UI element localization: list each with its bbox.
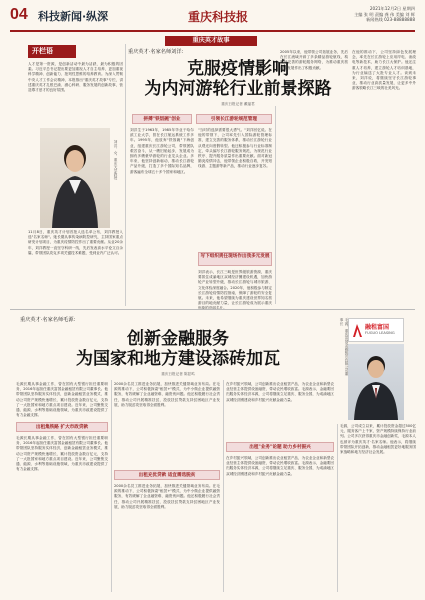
article1-title-line1: 克服疫情影响 <box>187 59 289 79</box>
portrait-photo <box>40 128 110 228</box>
portrait-photo <box>348 344 404 420</box>
feature-banner: 重庆英才故事 <box>165 36 257 46</box>
column-divider <box>111 380 112 592</box>
newspaper-name: 重庆科技报 <box>188 10 249 24</box>
logo-subtext: FUGUO LEASING <box>365 331 395 335</box>
column-divider <box>125 44 126 306</box>
article2-crosshead-a: 出租集铁路 扩大市政贷款 <box>16 422 108 432</box>
article1-title-line2: 为内河游轮行业前景探路 <box>144 79 332 99</box>
article1-crosshead-c: 写下组织责任现场作出我多元发展 <box>198 252 272 266</box>
masthead-rule <box>10 30 415 32</box>
date-info <box>307 6 415 23</box>
portrait-figure <box>40 128 110 228</box>
section-divider <box>10 309 415 310</box>
logo-text: 融租富国 <box>365 324 390 331</box>
column-divider <box>275 106 276 304</box>
hotline-line: 新闻热线 023-88888888 <box>366 17 415 22</box>
masthead <box>10 6 415 30</box>
logo-mark-icon <box>352 323 363 338</box>
article1-col1: 刘洋生于1963年，1985年毕业于哈尔滨工业大学，曾在长江航运系统工作多年。1995年，他放弃"铁饭碗"下海创业，组建重庆长江游轮公司，带领团队艰苦奋斗，从一艘旧船起步，发展成为拥有多艘豪华游轮的行业龙头企业。多年来，他坚持创新驱动，推动长江游轮产品升级，打造了多个国际知名品牌，游客遍布全球五十多个国家和地区。 <box>130 128 194 174</box>
portrait-caption: 毛源，重庆富国金融租赁有限公司董事长 <box>340 318 349 376</box>
article1-byline: 重庆日报记者 戴福君 <box>221 102 255 106</box>
right-col-body2: 在他的推动下，公司坚持绿色发展理念，率先在长江游轮上应用岸电、油改电等新技术，助力长江大保护。他还注重人才培养，建立游轮人才培训基地，为行业输送了大批专业人才。谈到未来，刘洋说，将继续坚守长江游轮事业，推动行业高质量发展，让更多中外游客领略长江三峡的壮美风光。 <box>352 50 416 91</box>
editor-line: 主编 张 明 责编 龚 伟 美编 刘 辉 <box>354 11 415 17</box>
section-title: 科技新闻·纵深 <box>38 10 109 23</box>
portrait-caption: 刘洋，女，重庆大学教授 <box>114 140 118 180</box>
article2-col4: 毛源，公司成立以来，累计投放资金超过500亿元，服务客户上千家，资产规模持续保持行业前列。公司多次获得重庆市金融创新奖，毛源本人也被评为重庆英才·名家名师。他表示，将继续带领团队开拓创新，推动金融租赁更好地服务国家战略和地方经济社会发展。 <box>340 424 416 455</box>
article2-col2: 2000余名员工推进业务拓展，加快推进关键领域业务布局。在毛源的推动下，公司积极探索"租赁+"模式，为中小微企业提供融资服务，有效缓解了企业融资难、融资贵问题。他还积极履行社会责任，推动公司开展精准扶贫，投放扶贫贷款支持贫困地区产业发展，助力脱贫攻坚取得全面胜利。 <box>114 382 220 407</box>
article2-title-line1: 创新金融服务 <box>127 329 229 349</box>
column-body: 11月8日，重庆英才计划首批人选名单公布，刘洋教授入选"名家名师"。她长期从事传染病防控研究，主持国家重点研发计划项目，为重庆疫情防控作出了重要贡献。从业20余年，刘洋教授一直坚守科研一线，先后发表高水平论文百余篇，带领团队攻克多项关键技术难题，受到业内广泛认可。 <box>28 230 123 255</box>
column-heading: 开栏语 <box>28 45 76 58</box>
article1-crosshead-b: 引领长江游轮规范管理 <box>196 114 272 124</box>
portrait-figure <box>348 344 404 420</box>
company-logo <box>348 318 404 342</box>
article2-col1-lead: 毛源长期从事金融工作，曾在国有大型银行担任重要职务，2016年起担任重庆富国金融租赁有限公司董事长。他带领团队坚持服务实体经济，创新金融租赁业务模式，推动公司资产规模快速增长，累计投放资金数百亿元，支持了一大批国家和地方重点项目建设。近年来，公司聚焦交通、能源、水利等基础设施领域，为重庆市政建设提供了有力金融支撑。 <box>16 382 108 418</box>
article1-subtitle: 重庆英才·名家名师刘洋： <box>128 49 187 55</box>
article2-col3-lead: 在乡村振兴领域，公司创新推出农业租赁产品，为农业企业和新型农业经营主体提供设备融资，带动农民增收致富。毛源表示，金融要回归服务实体经济本源，公司将继续立足重庆、服务全国，为成渝地区双城经济圈建设和乡村振兴贡献金融力量。 <box>226 382 334 402</box>
article2-col2-cont: 2000余名员工推进业务拓展，加快推进关键领域业务布局。在毛源的推动下，公司积极探索"租赁+"模式，为中小微企业提供融资服务，有效缓解了企业融资难、融资贵问题。他还积极履行社会责任，推动公司开展精准扶贫，投放扶贫贷款支持贫困地区产业发展，助力脱贫攻坚取得全面胜利。 <box>114 484 220 509</box>
article2-title-line2: 为国家和地方建设添砖加瓦 <box>76 349 280 369</box>
column-divider <box>223 380 224 592</box>
article1-col3: 刘洋表示，长江三峡是世界级旅游资源，重庆要抓住成渝地区双城经济圈建设机遇，加快游轮产业转型升级，推动长江游轮与城市旅游、文化体验深度融合。2020年，他积极参与制定长江游轮疫情防控指南，保障了游轮的安全复航。未来，他希望继续为重庆建设世界知名旅游目的地贡献力量，让长江游轮成为展示重庆 <box>198 270 272 306</box>
article1-col2: "当时的选择需要很大勇气。"刘洋回忆说。在他的带领下，公司率先引入国际游轮管理标准，建立完善的服务体系，推动长江游轮行业从观光向度假转型。他还积极参与行业标准制定，牵头编写长江游轮服务规范，为规范行业秩序、提升服务质量作出重要贡献。面对新冠肺炎疫情冲击，他带领企业积极自救，开发短线游、主题游等新产品，推动行业逐步复苏。 <box>198 128 272 169</box>
column-divider <box>337 424 338 592</box>
right-col-body1: 2005年以来，他带领公司拓展业务，先后在长江流域开辟了多条精品游轮航线，构建起完善的游轮服务网络，为推动重庆旅游业发展作出了积极贡献。 <box>280 50 348 70</box>
date-line: 2021年12月2日 星期四 <box>369 6 415 11</box>
article2-crosshead-b: 出租充优贷款 适宜需选脱贫 <box>114 470 220 480</box>
article2-byline: 重庆日报记者 陈显鸣 <box>161 372 195 376</box>
article2-subtitle: 重庆英才·名家名师毛源： <box>20 317 79 323</box>
article2-col3: 在乡村振兴领域，公司创新推出农业租赁产品，为农业企业和新型农业经营主体提供设备融资，带动农民增收致富。毛源表示，金融要回归服务实体经济本源，公司将继续立足重庆、服务全国，为成渝地区双城经济圈建设和乡村振兴贡献金融力量。 <box>226 456 334 476</box>
article2-crosshead-c: 出租"业务"论题 助力乡村振兴 <box>226 442 334 452</box>
article1-crosshead-a: 拼搏"铁饭碗"创业 <box>132 114 192 124</box>
page-number: 04 <box>10 6 28 23</box>
column-intro: 人才是第一资源，是创新活动中最为活跃、最为积极的因素。习近平总书记提出要更加重视人才自主培养，更加重视科学精神、创新能力、批判性思维的培养教育。为深入贯彻中央人才工作会议精神，本报推出"重庆英才故事"专栏，讲述重庆英才扎根巴渝、潜心科研、服务发展的创新故事，营造尊才爱才的良好氛围。 <box>28 62 123 93</box>
article2-col1: 毛源长期从事金融工作，曾在国有大型银行担任重要职务，2016年起担任重庆富国金融租赁有限公司董事长。他带领团队坚持服务实体经济，创新金融租赁业务模式，推动公司资产规模快速增长，累计投放资金数百亿元，支持了一大批国家和地方重点项目建设。近年来，公司聚焦交通、能源、水利等基础设施领域，为重庆市政建设提供了有力金融支撑。 <box>16 436 108 472</box>
